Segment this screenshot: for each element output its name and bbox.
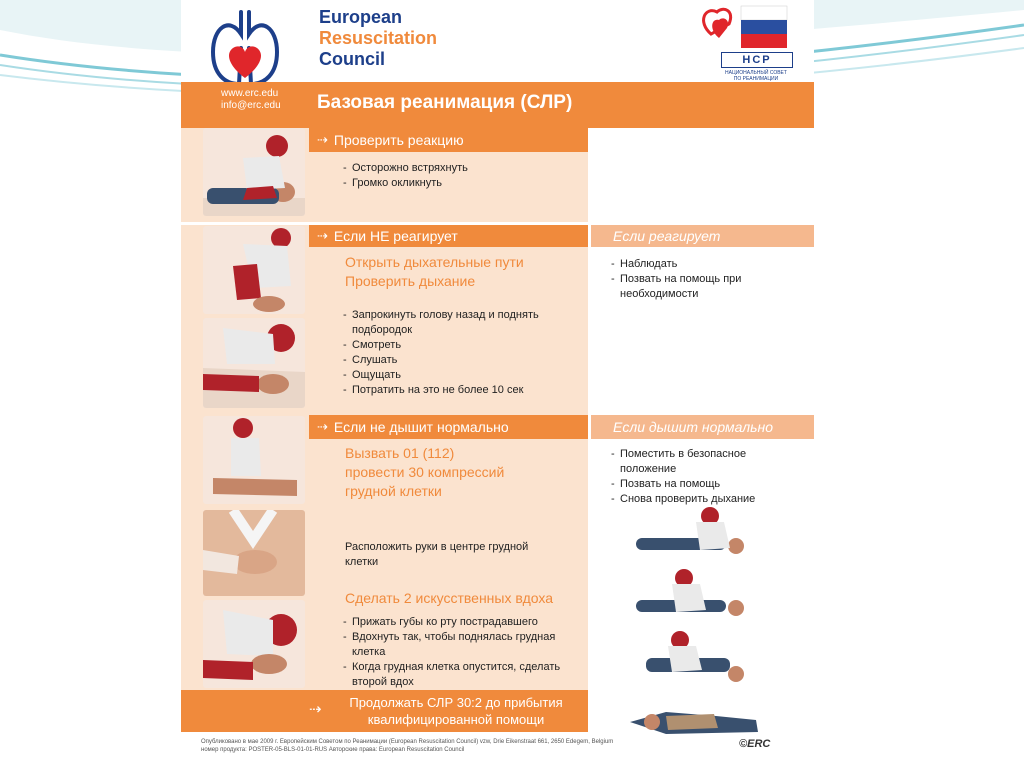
- arrow-icon: ⇢: [317, 228, 328, 243]
- nsr-acronym: НСР: [742, 54, 772, 66]
- open-airway-title: Открыть дыхательные пути: [345, 254, 524, 270]
- illustration-compressions: [203, 416, 305, 504]
- no-response-header-text: Если НЕ реагирует: [333, 228, 458, 244]
- check-header: [309, 128, 588, 152]
- call-emergency-title: Вызвать 01 (112): [345, 445, 455, 461]
- erc-name-line2: Resuscitation: [319, 28, 438, 48]
- nsr-subtitle-line2: ПО РЕАНИМАЦИИ: [733, 76, 779, 82]
- breathing-header-text: Если дышит нормально: [613, 419, 774, 435]
- erc-email: info@erc.edu: [221, 100, 281, 111]
- not-breathing-header: [309, 415, 588, 439]
- erc-name-line1: European: [319, 7, 403, 27]
- illustration-rescue-breaths: [203, 600, 305, 688]
- not-breathing-header-text: Если не дышит нормально: [333, 419, 509, 435]
- compressions-title-2: грудной клетки: [345, 483, 442, 499]
- illustration-look-listen: [203, 318, 305, 408]
- erc-signature: ©ERC: [739, 738, 771, 750]
- page-title: Базовая реанимация (СЛР): [317, 92, 573, 113]
- no-response-header: [309, 225, 588, 247]
- arrow-icon: ⇢: [317, 419, 328, 434]
- check-header-text: Проверить реакцию: [333, 132, 464, 148]
- breaths-title: Сделать 2 искусственных вдоха: [345, 590, 554, 606]
- airway-item-3: - Слушать: [343, 353, 563, 368]
- breaths-item-2: - Вдохнуть так, чтобы поднялась грудная клетка: [343, 630, 568, 660]
- illustration-shake: [203, 128, 305, 216]
- breathing-header: [591, 415, 814, 439]
- airway-item-4: - Ощущать: [343, 368, 563, 383]
- hands-instruction-1: Расположить руки в центре грудной: [345, 541, 529, 553]
- responds-header: [591, 225, 814, 247]
- check-item-1: - Осторожно встряхнуть: [343, 161, 468, 176]
- nsr-subtitle-line1: НАЦИОНАЛЬНЫЙ СОВЕТ: [725, 70, 787, 76]
- continue-line-2: квалифицированной помощи: [367, 712, 545, 727]
- illustration-head-tilt: [203, 226, 305, 314]
- breathing-item-1: - Поместить в безопасное положение: [611, 447, 801, 477]
- continue-line-1: Продолжать СЛР 30:2 до прибытия: [349, 695, 563, 710]
- compressions-title-1: провести 30 компрессий: [345, 464, 505, 480]
- responds-header-text: Если реагирует: [613, 228, 721, 244]
- breathing-item-2: - Позвать на помощь: [611, 477, 801, 492]
- breaths-item-3: - Когда грудная клетка опустится, сделать второй вдох: [343, 660, 568, 690]
- airway-item-2: - Смотреть: [343, 338, 563, 353]
- breaths-item-1: - Прижать губы ко рту пострадавшего: [343, 615, 568, 630]
- erc-name-line3: Council: [319, 49, 385, 69]
- airway-item-1: - Запрокинуть голову назад и поднять подбородок: [343, 308, 563, 338]
- illustration-recovery-position: [626, 506, 811, 751]
- airway-item-5: - Потратить на это не более 10 сек: [343, 383, 563, 398]
- erc-lungs-heart-icon: [209, 8, 281, 92]
- nsr-logo-icon: [701, 4, 791, 54]
- arrow-icon: ⇢: [317, 132, 328, 147]
- hands-instruction-2: клетки: [345, 556, 379, 568]
- erc-website: www.erc.edu: [221, 88, 279, 99]
- responds-item-2: - Позвать на помощь при необходимости: [611, 272, 801, 302]
- check-breathing-title: Проверить дыхание: [345, 273, 476, 289]
- responds-item-1: - Наблюдать: [611, 257, 801, 272]
- arrow-icon: ⇢: [309, 701, 322, 718]
- footer-product: номер продукта: POSTER-05-BLS-01-01-RUS Авторские права: European Resuscitation Council: [201, 747, 465, 753]
- breathing-item-3: - Снова проверить дыхание: [611, 492, 801, 507]
- footer-publication: Опубликовано в мае 2009 г. Европейским Советом по Реанимации (European Resuscitation Council) vzw, Drie Eikenstraat 661, 2650 Edegem, Belgium: [201, 739, 614, 745]
- illustration-hand-position: [203, 510, 305, 596]
- check-item-2: - Громко окликнуть: [343, 176, 468, 191]
- cpr-poster: [181, 0, 814, 767]
